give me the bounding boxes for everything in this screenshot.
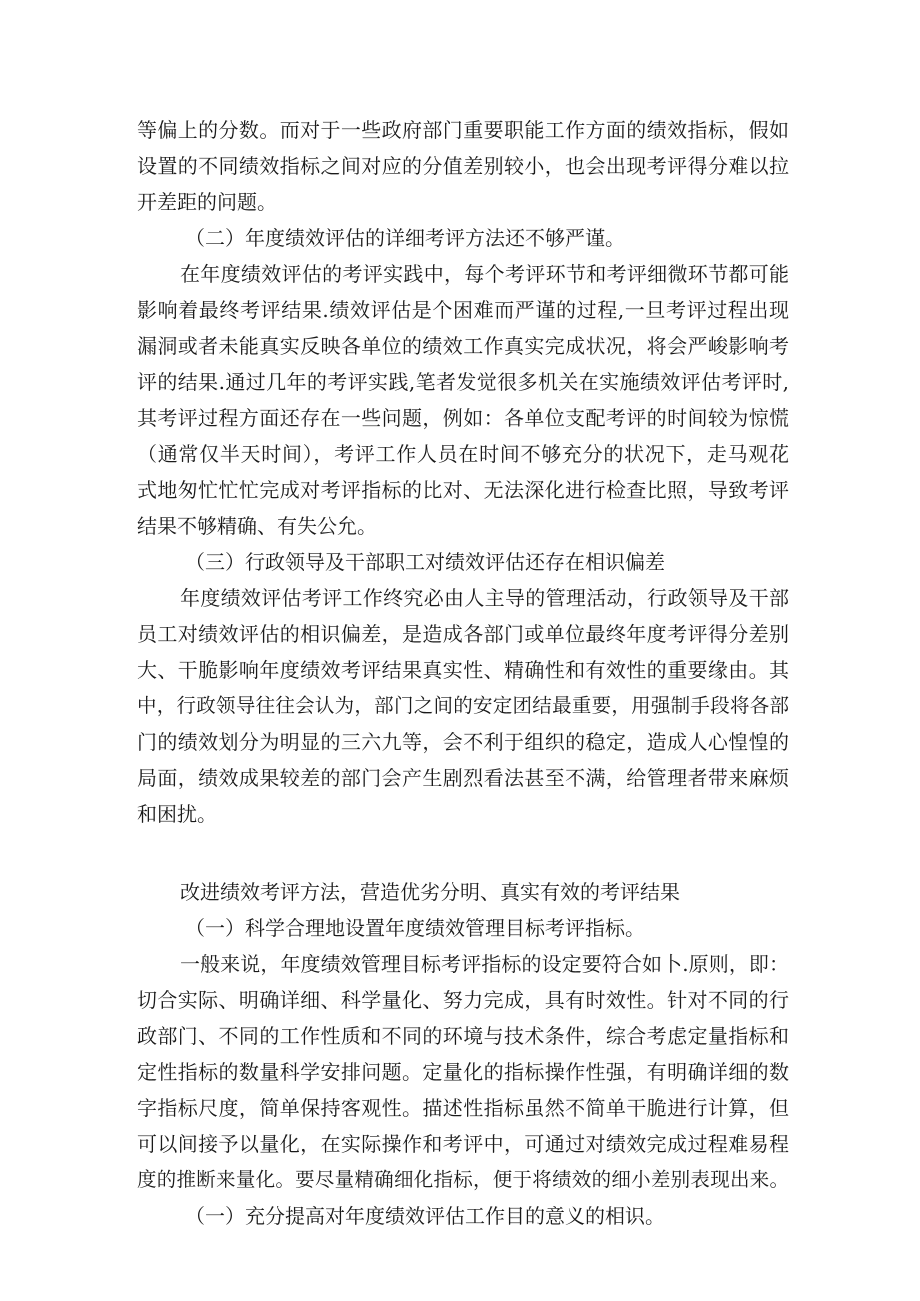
text-line: 大、干脆影响年度绩效考评结果真实性、精确性和有效性的重要缘由。其	[137, 658, 789, 682]
text-line: 开差距的问题。	[137, 190, 277, 214]
text-line: 字指标尺度，简单保持客观性。描述性指标虽然不简单干脆进行计算，但	[137, 1096, 789, 1120]
section-subheading: （二）年度绩效评估的详细考评方法还不够严谨。	[185, 226, 625, 250]
text-line: 政部门、不同的工作性质和不同的环境与技术条件，综合考虑定量指标和	[137, 1024, 789, 1048]
text-line: 等偏上的分数。而对于一些政府部门重要职能工作方面的绩效指标，假如	[137, 118, 789, 142]
text-line: 漏洞或者未能真实反映各单位的绩效工作真实完成状况，将会严峻影响考	[137, 334, 789, 358]
text-line: （通常仅半天时间），考评工作人员在时间不够充分的状况下，走马观花	[137, 442, 789, 466]
text-line: 其考评过程方面还存在一些问题，例如：各单位支配考评的时间较为惊慌	[137, 406, 789, 430]
text-line: 局面，绩效成果较差的部门会产生剧烈看法甚至不满，给管理者带来麻烦	[137, 766, 789, 790]
text-line: 一般来说，年度绩效管理目标考评指标的设定要符合如卜.原则，即：	[180, 952, 789, 976]
text-line: 定性指标的数量科学安排问题。定量化的指标操作性强，有明确详细的数	[137, 1060, 789, 1084]
text-line: 和困扰。	[137, 802, 217, 826]
text-line: 在年度绩效评估的考评实践中，每个考评环节和考评细微环节都可能	[180, 262, 789, 286]
section-heading: 改进绩效考评方法，营造优劣分明、真实有效的考评结果	[180, 880, 680, 904]
text-line: 可以间接予以量化，在实际操作和考评中，可通过对绩效完成过程难易程	[137, 1132, 789, 1156]
section-subheading: （三）行政领导及干部职工对绩效评估还存在相识偏差	[185, 550, 665, 574]
text-line: 员工对绩效评估的相识偏差，是造成各部门或单位最终年度考评得分差别	[137, 622, 789, 646]
text-line: 中，行政领导往往会认为，部门之间的安定团结最重要，用强制手段将各部	[137, 694, 789, 717]
text-line: 结果不够精确、有失公允。	[137, 514, 377, 538]
text-line: 年度绩效评估考评工作终究必由人主导的管理活动，行政领导及干部	[180, 586, 789, 610]
text-line: 切合实际、明确详细、科学量化、努力完成，具有时效性。针对不同的行	[137, 988, 789, 1012]
text-line: 门的绩效划分为明显的三六九等，会不利于组织的稳定，造成人心惶惶的	[137, 730, 789, 754]
section-subheading: （一）科学合理地设置年度绩效管理目标考评指标。	[185, 916, 645, 940]
text-line: 影响着最终考评结果.绩效评估是个困难而严谨的过程,一旦考评过程出现	[137, 298, 789, 322]
text-line: 度的推断来量化。要尽量精确细化指标，便于将绩效的细小差别表现出来。	[137, 1168, 789, 1191]
text-line: 评的结果.通过几年的考评实践,笔者发觉很多机关在实施绩效评估考评时,	[137, 370, 789, 394]
section-subheading: （一）充分提高对年度绩效评估工作目的意义的相识。	[185, 1204, 665, 1228]
text-line: 设置的不同绩效指标之间对应的分值差别较小，也会出现考评得分难以拉	[137, 154, 789, 178]
text-line: 式地匆忙忙忙完成对考评指标的比对、无法深化进行检查比照，导致考评	[137, 478, 789, 502]
